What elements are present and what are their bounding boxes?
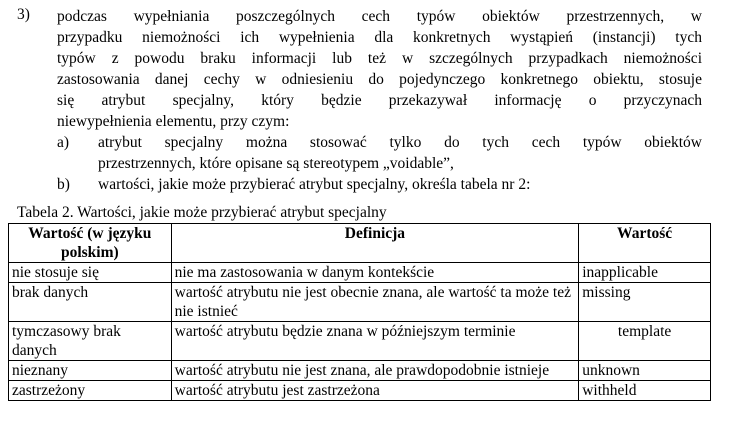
table-row bbox=[9, 361, 711, 381]
paragraph-line: niewypełnienia elementu, przy czym: bbox=[57, 113, 290, 130]
table-row bbox=[9, 322, 711, 361]
subitem-line: przestrzennych, które opisane są stereotypem „voidable”, bbox=[98, 155, 454, 172]
subitem-letter: a) bbox=[57, 134, 70, 151]
paragraph-line: się atrybut specjalny, który będzie przekazywał informację o przyczynach bbox=[57, 92, 702, 109]
item-number: 3) bbox=[17, 6, 30, 23]
special-attribute-table bbox=[8, 223, 711, 401]
paragraph-line: typów z powodu braku informacji lub też w szczególnych przypadkach niemożności bbox=[57, 50, 702, 67]
table-row bbox=[9, 381, 711, 401]
paragraph-line: zastosowania danej cechy w odniesieniu do pojedynczego konkretnego obiektu, stosuje bbox=[57, 71, 702, 88]
cell-polish-value: nieznany bbox=[9, 361, 172, 381]
cell-definition: nie ma zastosowania w danym kontekście bbox=[171, 263, 579, 283]
table-row bbox=[9, 263, 711, 283]
subitem-text bbox=[98, 174, 702, 195]
cell-polish-value: nie stosuje się bbox=[9, 263, 172, 283]
header-definition: Definicja bbox=[171, 224, 579, 263]
cell-definition: wartość atrybutu jest zastrzeżona bbox=[171, 381, 579, 401]
cell-value: template bbox=[579, 322, 711, 361]
paragraph-line: podczas wypełniania poszczególnych cech typów obiektów przestrzennych, w bbox=[57, 8, 702, 25]
cell-value: unknown bbox=[579, 361, 711, 381]
cell-definition: wartość atrybutu nie jest znana, ale prawdopodobnie istnieje bbox=[171, 361, 579, 381]
paragraph-line: przypadku niemożności ich wypełnienia dla konkretnych wystąpień (instancji) tych bbox=[57, 29, 702, 46]
cell-value: withheld bbox=[579, 381, 711, 401]
cell-value: inapplicable bbox=[579, 263, 711, 283]
cell-value: missing bbox=[579, 283, 711, 322]
subitem-line: wartości, jakie może przybierać atrybut specjalny, określa tabela nr 2: bbox=[98, 176, 531, 193]
cell-polish-value: tymczasowy brak danych bbox=[9, 322, 172, 361]
table-row bbox=[9, 283, 711, 322]
table-header-row bbox=[9, 224, 711, 263]
cell-polish-value: brak danych bbox=[9, 283, 172, 322]
header-value: Wartość bbox=[579, 224, 711, 263]
subitem-text bbox=[98, 132, 702, 174]
cell-polish-value: zastrzeżony bbox=[9, 381, 172, 401]
cell-definition: wartość atrybutu będzie znana w późniejszym terminie bbox=[171, 322, 579, 361]
subitem-line: atrybut specjalny można stosować tylko do tych cech typów obiektów bbox=[98, 134, 702, 151]
cell-definition: wartość atrybutu nie jest obecnie znana, ale wartość ta może też nie istnieć bbox=[171, 283, 579, 322]
header-polish-value: Wartość (w języku polskim) bbox=[9, 224, 172, 263]
item-paragraph bbox=[57, 6, 702, 132]
table-caption: Tabela 2. Wartości, jakie może przybierać atrybut specjalny bbox=[17, 204, 387, 221]
subitem-letter: b) bbox=[57, 176, 70, 193]
